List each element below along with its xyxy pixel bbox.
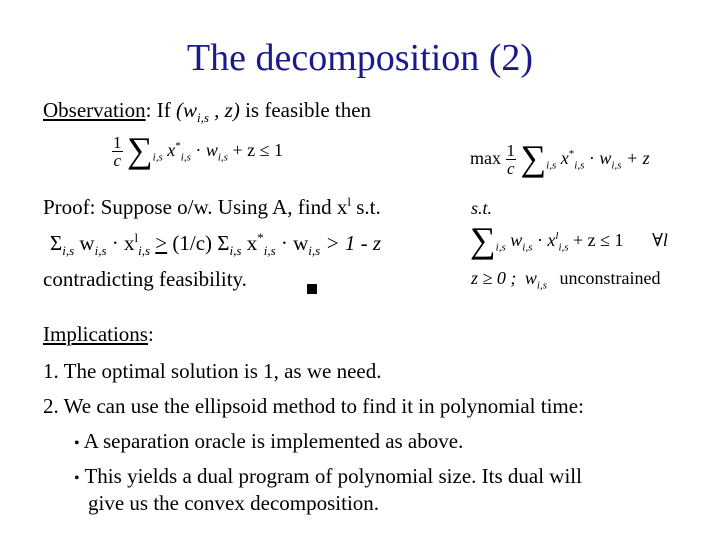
observation-rest: is feasible then [245, 98, 372, 122]
observation-colon: : [145, 98, 152, 122]
implication-item-2: 2. We can use the ellipsoid method to find it in polynomial time: [43, 394, 584, 418]
observation-pair: ($w_{i,s}$ , z) [176, 98, 240, 126]
bullet-item-2: • This yields a dual program of polynomial size. Its dual will [74, 464, 582, 488]
observation-formula: $\frac{1}{c}$ $\sum_{i,s}$ $x^*_{i,s} \cdot w_{i,s} + z \le 1$ [113, 130, 283, 171]
lp-bounds: z ≥ 0 ; $w_{i,s}$ unconstrained [471, 268, 661, 292]
obs-fraction: $\frac{1}{c}$ [113, 133, 122, 171]
proof-line-2: $\Sigma_{i,s}$ $w_{i,s} \cdot x^l_{i,s} > (1/c)$ $\Sigma_{i,s}$ $x^*_{i,s} \cdot w_{i,s} > 1 - z$ [50, 230, 382, 259]
observation-if: If [156, 98, 171, 122]
lp-constraint: $\sum_{i,s}$ $w_{i,s} \cdot x^l_{i,s} + z \le 1$ ∀l [470, 220, 668, 260]
bullet-item-2-continued: give us the convex decomposition. [88, 491, 380, 515]
bullet-item-1: • A separation oracle is implemented as above. [74, 429, 464, 453]
obs-formula-rest: + z ≤ 1 [232, 140, 283, 160]
lp-objective: max $\frac{1}{c}$ $\sum_{i,s}$ $x^*_{i,s} \cdot w_{i,s} + z$ [470, 138, 650, 179]
bullet-icon: • [74, 470, 80, 487]
qed-square [307, 284, 317, 294]
lp-st: s.t. [471, 198, 493, 218]
obs-sigma: ∑ [127, 130, 153, 170]
proof-line-1: Proof: Suppose o/w. Using A, find $x^l$ s.t. [43, 194, 381, 219]
bullet-icon: • [74, 435, 80, 452]
observation-label: Observation [43, 98, 146, 122]
implication-item-1: 1. The optimal solution is 1, as we need. [43, 359, 382, 383]
slide-title: The decomposition (2) [186, 37, 534, 79]
implications-heading: Implications: [43, 322, 154, 346]
proof-line-3: contradicting feasibility. [43, 267, 247, 291]
observation-line [43, 98, 371, 126]
